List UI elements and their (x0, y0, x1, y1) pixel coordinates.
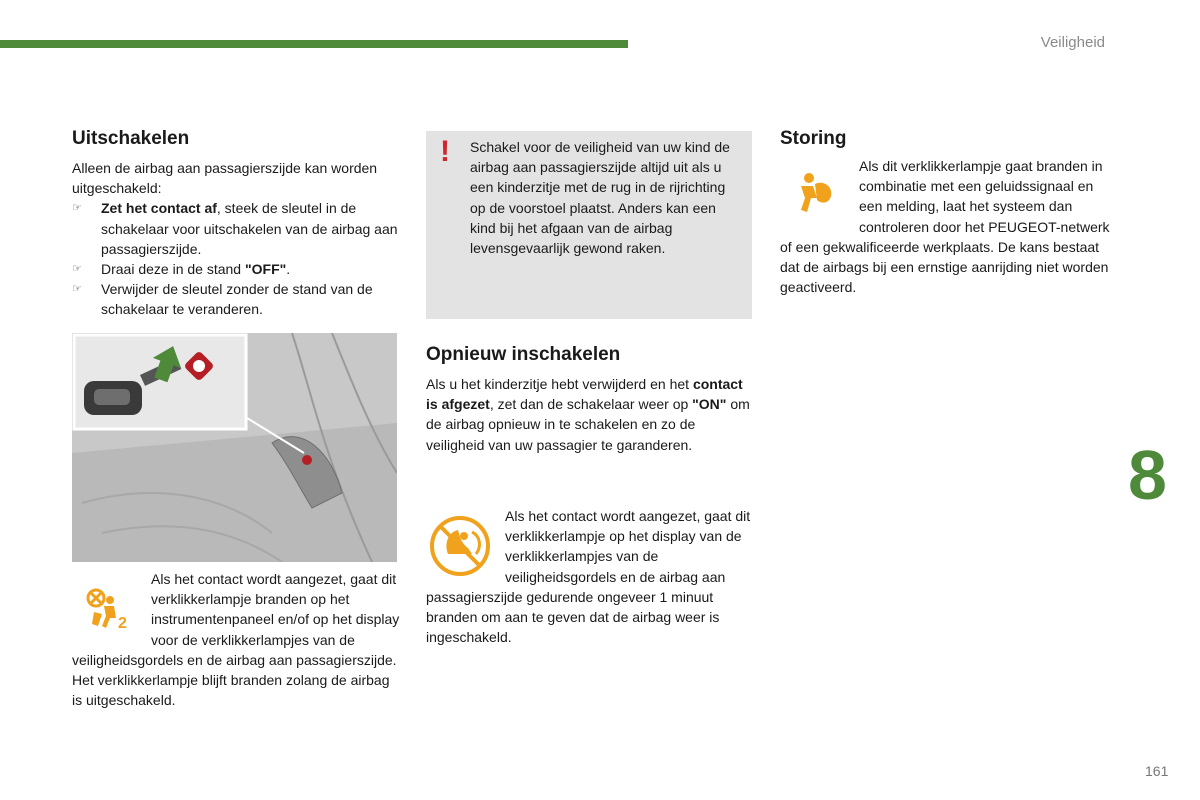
heading-uitschakelen: Uitschakelen (72, 128, 190, 149)
text-part: , zet dan de schakelaar weer op (489, 396, 693, 413)
icon-spacer (72, 569, 151, 649)
bold-text: contact is afgezet (426, 376, 743, 413)
step-text: Draai deze in de stand (101, 261, 245, 278)
steps-list (72, 198, 402, 319)
key-switch-illustration (72, 333, 397, 562)
lamp-off-paragraph: Als het contact wordt aangezet, gaat dit verklikkerlampje branden op het instrumentenpaneel en/of op het display voor de verklikkerlampjes van de veiligheidsgordels en de airbag aan passagierszijde. Het verklikkerlampje blijft branden zolang de airbag is uitgeschakeld. (72, 571, 400, 709)
fault-paragraph: Als dit verklikkerlampje gaat branden in combinatie met een geluidssignaal en een melding, laat het systeem dan controleren door het PEUGEOT-netwerk of een gekwalificeerde werkplaats. De kans bestaat dat de airbags bij een ernstige aanrijding niet worden geactiveerd. (780, 158, 1110, 296)
text-part: om de airbag opnieuw in te schakelen en zo de veiligheid van uw passagier te garanderen. (426, 396, 750, 453)
step-text: , steek de sleutel in de schakelaar voor uitschakelen van de airbag aan passagierszijde. (101, 200, 398, 257)
right-column (780, 128, 1110, 150)
fault-text (780, 156, 1110, 297)
lamp-off-text (72, 569, 402, 710)
lamp-off-block (72, 569, 402, 710)
bold-text: "OFF" (244, 261, 287, 278)
text-part: Als u het kinderzitje hebt verwijderd en het (426, 376, 693, 392)
lamp-on-paragraph: Als het contact wordt aangezet, gaat dit verklikkerlampje op het display van de verklikkerlampjes van de veiligheidsgordels en de airbag aan passagierszijde gedurende ongeveer 1 minuut branden om aan te geven dat de airbag weer is ingeschakeld. (426, 508, 751, 646)
lamp-on-text (426, 506, 756, 647)
heading-storing: Storing (780, 128, 847, 149)
icon-spacer (426, 506, 505, 586)
bold-text: Zet het contact af (101, 200, 217, 217)
list-item (72, 279, 402, 319)
bold-text: "ON" (692, 396, 727, 413)
exclamation-icon: ! (440, 135, 450, 168)
heading-opnieuw-inschakelen: Opnieuw inschakelen (426, 344, 621, 365)
section-title: Veiligheid (1040, 34, 1105, 51)
chapter-number: 8 (1128, 436, 1167, 514)
pointer-icon: ☞ (72, 202, 82, 215)
step-text: . (286, 261, 291, 278)
icon-spacer (780, 156, 859, 236)
intro-text: Alleen de airbag aan passagierszijde kan worden uitgeschakeld: (72, 160, 378, 197)
pointer-icon: ☞ (72, 263, 82, 276)
warning-box (426, 131, 752, 319)
pointer-icon: ☞ (72, 283, 82, 296)
list-item (72, 198, 402, 259)
header-bar (0, 40, 628, 48)
middle-column (426, 344, 756, 455)
list-item (72, 259, 402, 279)
reactivate-text (426, 374, 756, 455)
warning-text: Schakel voor de veiligheid van uw kind de airbag aan passagierszijde altijd uit als u een kinderzitje met de rug in de rijrichting op de voorstoel plaatst. Anders kan een kind bij het afgaan van de airbag levensgevaarlijk gewond raken. (470, 139, 730, 257)
left-column (72, 128, 402, 320)
page-number: 161 (1145, 763, 1169, 779)
lamp-on-block (426, 506, 756, 647)
step-text: Verwijder de sleutel zonder de stand van de schakelaar te veranderen. (101, 281, 373, 318)
svg-text:2: 2 (118, 615, 127, 632)
fault-block (780, 156, 1110, 297)
